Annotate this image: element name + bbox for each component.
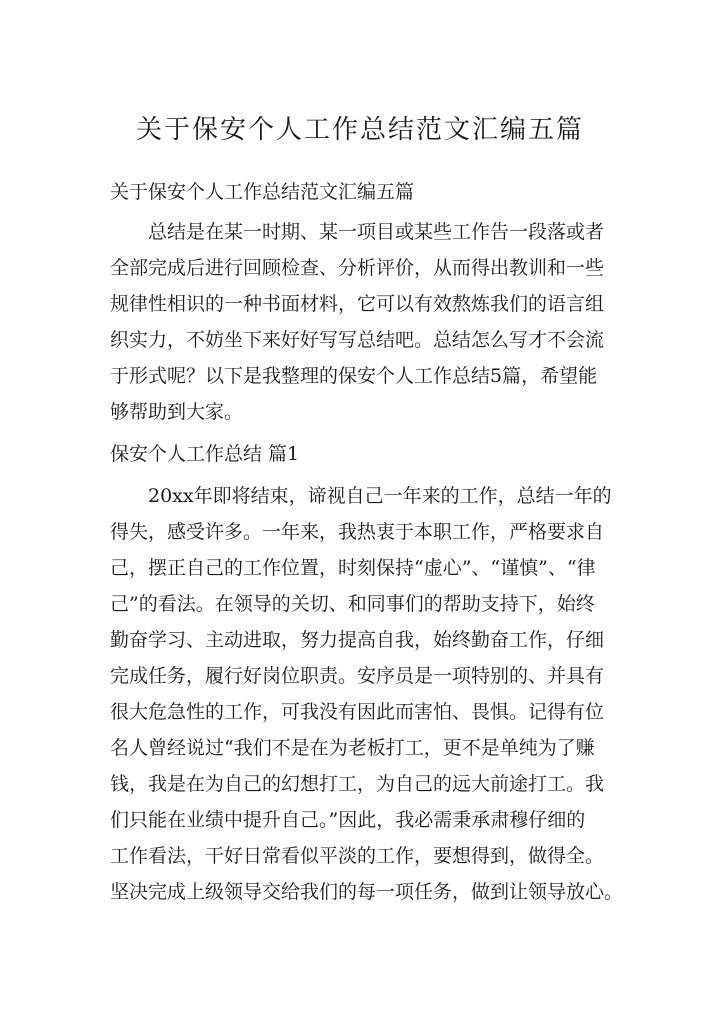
intro-line-3: 规律性相识的一种书面材料，它可以有效熬炼我们的语言组 [110,293,605,315]
section-line-5: 勤奋学习、主动进取，努力提高自我，始终勤奋工作，仔细 [110,629,605,651]
section-line-12: 坚决完成上级领导交给我们的每一项任务，做到让领导放心。 [110,881,624,903]
section-line-7: 很大危急性的工作，可我没有因此而害怕、畏惧。记得有位 [110,701,605,723]
section-line-11: 工作看法，干好日常看似平淡的工作，要想得到，做得全。 [110,845,605,867]
section-line-8: 名人曾经说过“我们不是在为老板打工，更不是单纯为了赚 [110,737,595,759]
section-line-4: 己”的看法。在领导的关切、和同事们的帮助支持下，始终 [110,593,595,615]
intro-line-6: 够帮助到大家。 [110,401,244,423]
intro-line-1: 总结是在某一时期、某一项目或某些工作告一段落或者 [148,221,605,243]
intro-line-2: 全部完成后进行回顾检查、分析评价，从而得出教训和一些 [110,257,605,279]
section-line-3: 己，摆正自己的工作位置，时刻保持“虚心”、“谨慎”、“律 [110,557,596,579]
section-line-10: 们只能在业绩中提升自己。”因此，我必需秉承肃穆仔细的 [110,809,586,831]
section-line-9: 钱，我是在为自己的幻想打工，为自己的远大前途打工。我 [110,773,605,795]
document-title: 关于保安个人工作总结范文汇编五篇 [135,115,584,145]
intro-line-4: 织实力，不妨坐下来好好写写总结吧。总结怎么写才不会流 [110,329,605,351]
section-line-2: 得失，感受许多。一年来，我热衷于本职工作，严格要求自 [110,521,605,543]
document-subtitle: 关于保安个人工作总结范文汇编五篇 [110,181,415,203]
section-line-1: 20xx年即将结束，谛视自己一年来的工作，总结一年的 [148,485,612,507]
section-heading: 保安个人工作总结 篇1 [110,443,300,465]
intro-line-5: 于形式呢？以下是我整理的保安个人工作总结5篇，希望能 [110,365,598,387]
section-line-6: 完成任务，履行好岗位职责。安序员是一项特别的、并具有 [110,665,605,687]
